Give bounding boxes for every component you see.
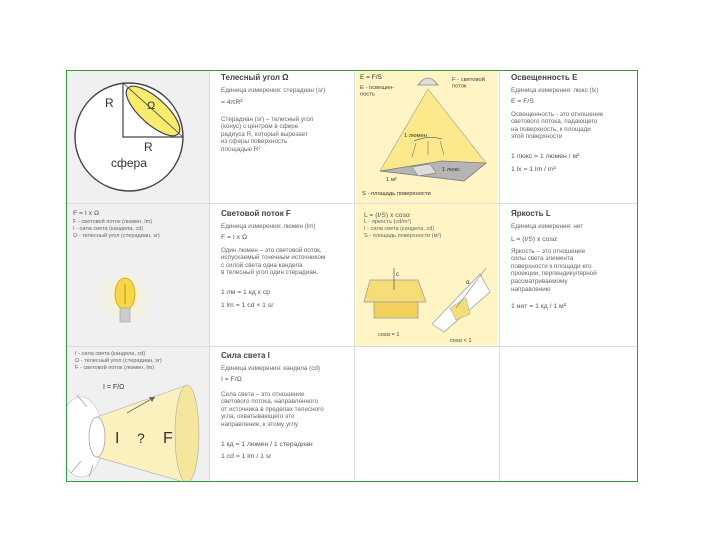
cone-f-label: F xyxy=(163,430,173,447)
c-label: c xyxy=(396,272,399,278)
omega-label: Ω xyxy=(147,100,156,112)
luminance-diagram-line: L - яркость (cd/m²) xyxy=(364,219,412,225)
flux-legend-line: I - сила света (кандела, cd) xyxy=(73,226,144,232)
illuminance-diagram-panel xyxy=(356,71,498,203)
alpha-label: α xyxy=(466,280,470,286)
luminance-unit: Единица измерения: нит xyxy=(511,223,584,230)
lumen-label: 1 люмен xyxy=(404,133,427,139)
illuminance-diagram xyxy=(356,71,498,203)
intensity-legend-panel xyxy=(67,347,209,482)
luminous-flux-definition-en: 1 lm = 1 cd × 1 sr xyxy=(221,301,274,309)
luminous-flux-unit: Единица измерения: люмен (lm) xyxy=(221,223,316,230)
column-divider xyxy=(209,71,210,482)
lux-label: 1 люкс xyxy=(442,167,461,173)
e-label: E - освещен-ность xyxy=(360,85,395,98)
illuminance-unit: Единица измерения: люкс (lx) xyxy=(511,87,599,94)
radius-label: R xyxy=(144,140,153,154)
illuminance-formula: E = F/S xyxy=(511,97,534,105)
radius-label: R xyxy=(105,96,114,110)
illuminance-definition-en: 1 lx = 1 lm / m² xyxy=(511,165,556,173)
luminance-definition: 1 нит = 1 кд / 1 м² xyxy=(511,303,566,311)
luminance-diagram-formula: L = (I/S) x cosα xyxy=(364,212,410,219)
column-divider xyxy=(354,71,355,482)
solid-angle-text-panel xyxy=(221,73,351,201)
luminance-formula: L = (I/S) x cosα xyxy=(511,235,557,243)
illuminance-description: Освещенность - это отношение светового потока, падающего на поверхность, к площади этой поверхности xyxy=(511,110,604,141)
solid-angle-description: Стерадиан (sr) – телесный угол (конус) с центром в сфере радиуса R, который вырезает из сферы поверхность площадью R² xyxy=(221,115,314,153)
solid-angle-unit: Единица измерения: стерадиан (sr) xyxy=(221,87,326,94)
intensity-description: Сила света – это отношение светового потока, направленного от источника в пределах телесного угла, охватывающего это направление, к этому углу xyxy=(221,390,324,428)
luminance-shapes xyxy=(356,254,498,346)
cos-less-label: cosα < 1 xyxy=(450,338,472,344)
intensity-title: Сила света I xyxy=(221,351,270,360)
luminance-text-panel xyxy=(511,209,635,344)
area-label: 1 м² xyxy=(386,177,397,183)
flux-legend-line: Ω - телесный угол (стерадиан, sr) xyxy=(73,233,160,239)
luminous-flux-formula: F = I x Ω xyxy=(221,233,248,241)
illuminance-text-panel xyxy=(511,73,635,201)
illuminance-definition: 1 люкс = 1 люмен / м² xyxy=(511,152,580,160)
slide-frame xyxy=(66,70,638,482)
intensity-formula-label: I = F/Ω xyxy=(103,384,125,391)
luminance-description: Яркость – это отношение силы света элемента поверхности к площади его проекции, перпендикулярной рассматриваемому направлению xyxy=(511,247,597,293)
intensity-legend-line: F - световой поток (люмен, lm) xyxy=(75,365,155,371)
luminous-flux-definition: 1 лм = 1 кд x ср xyxy=(221,288,271,296)
flux-legend-line: F - световой поток (люмен, lm) xyxy=(73,219,153,225)
light-bulb-icon xyxy=(67,256,209,346)
flux-legend-panel xyxy=(67,204,209,346)
illuminance-title: Освещенность Е xyxy=(511,73,578,82)
intensity-formula: I = F/Ω xyxy=(221,375,242,383)
solid-angle-title: Телесный угол Ω xyxy=(221,73,289,82)
intensity-definition: 1 кд = 1 люмен / 1 стерадиан xyxy=(221,440,313,448)
sphere-label: сфера xyxy=(111,156,147,170)
flux-legend-formula: F = I x Ω xyxy=(73,210,100,217)
intensity-cone-diagram xyxy=(67,377,209,482)
luminance-diagram-panel xyxy=(356,204,498,346)
intensity-legend-line: Ω - телесный угол (стерадиан, sr) xyxy=(75,358,162,364)
f-label: F - световой поток xyxy=(452,77,485,90)
luminous-flux-title: Световой поток F xyxy=(221,209,291,218)
intensity-unit: Единица измерения: кандела (cd) xyxy=(221,365,320,372)
column-divider xyxy=(499,71,500,482)
sphere-diagram xyxy=(67,71,209,203)
cone-i-label: I xyxy=(115,430,120,447)
cone-q-label: ? xyxy=(137,430,145,446)
intensity-definition-en: 1 cd = 1 lm / 1 sr xyxy=(221,452,272,460)
luminance-diagram-line: I - сила света (кандела, cd) xyxy=(364,226,435,232)
luminous-flux-description: Один люмен – это световой поток, испускаемый точечным источником с силой света одна кандела в телесный угол один стерадиан. xyxy=(221,246,326,277)
s-label: S - площадь поверхности xyxy=(362,191,431,197)
luminous-flux-text-panel xyxy=(221,209,351,344)
e-formula-label: E = F/S xyxy=(360,74,382,81)
intensity-legend-line: I - сила света (кандела, cd) xyxy=(75,351,146,357)
solid-angle-diagram-panel xyxy=(67,71,209,203)
intensity-text-panel xyxy=(221,351,351,481)
solid-angle-formula: = 4πR² xyxy=(221,98,243,106)
luminance-diagram-line: S - площадь поверхности (м²) xyxy=(364,233,442,239)
cos-equals-label: cosα = 1 xyxy=(378,332,400,338)
luminance-title: Яркость L xyxy=(511,209,551,218)
